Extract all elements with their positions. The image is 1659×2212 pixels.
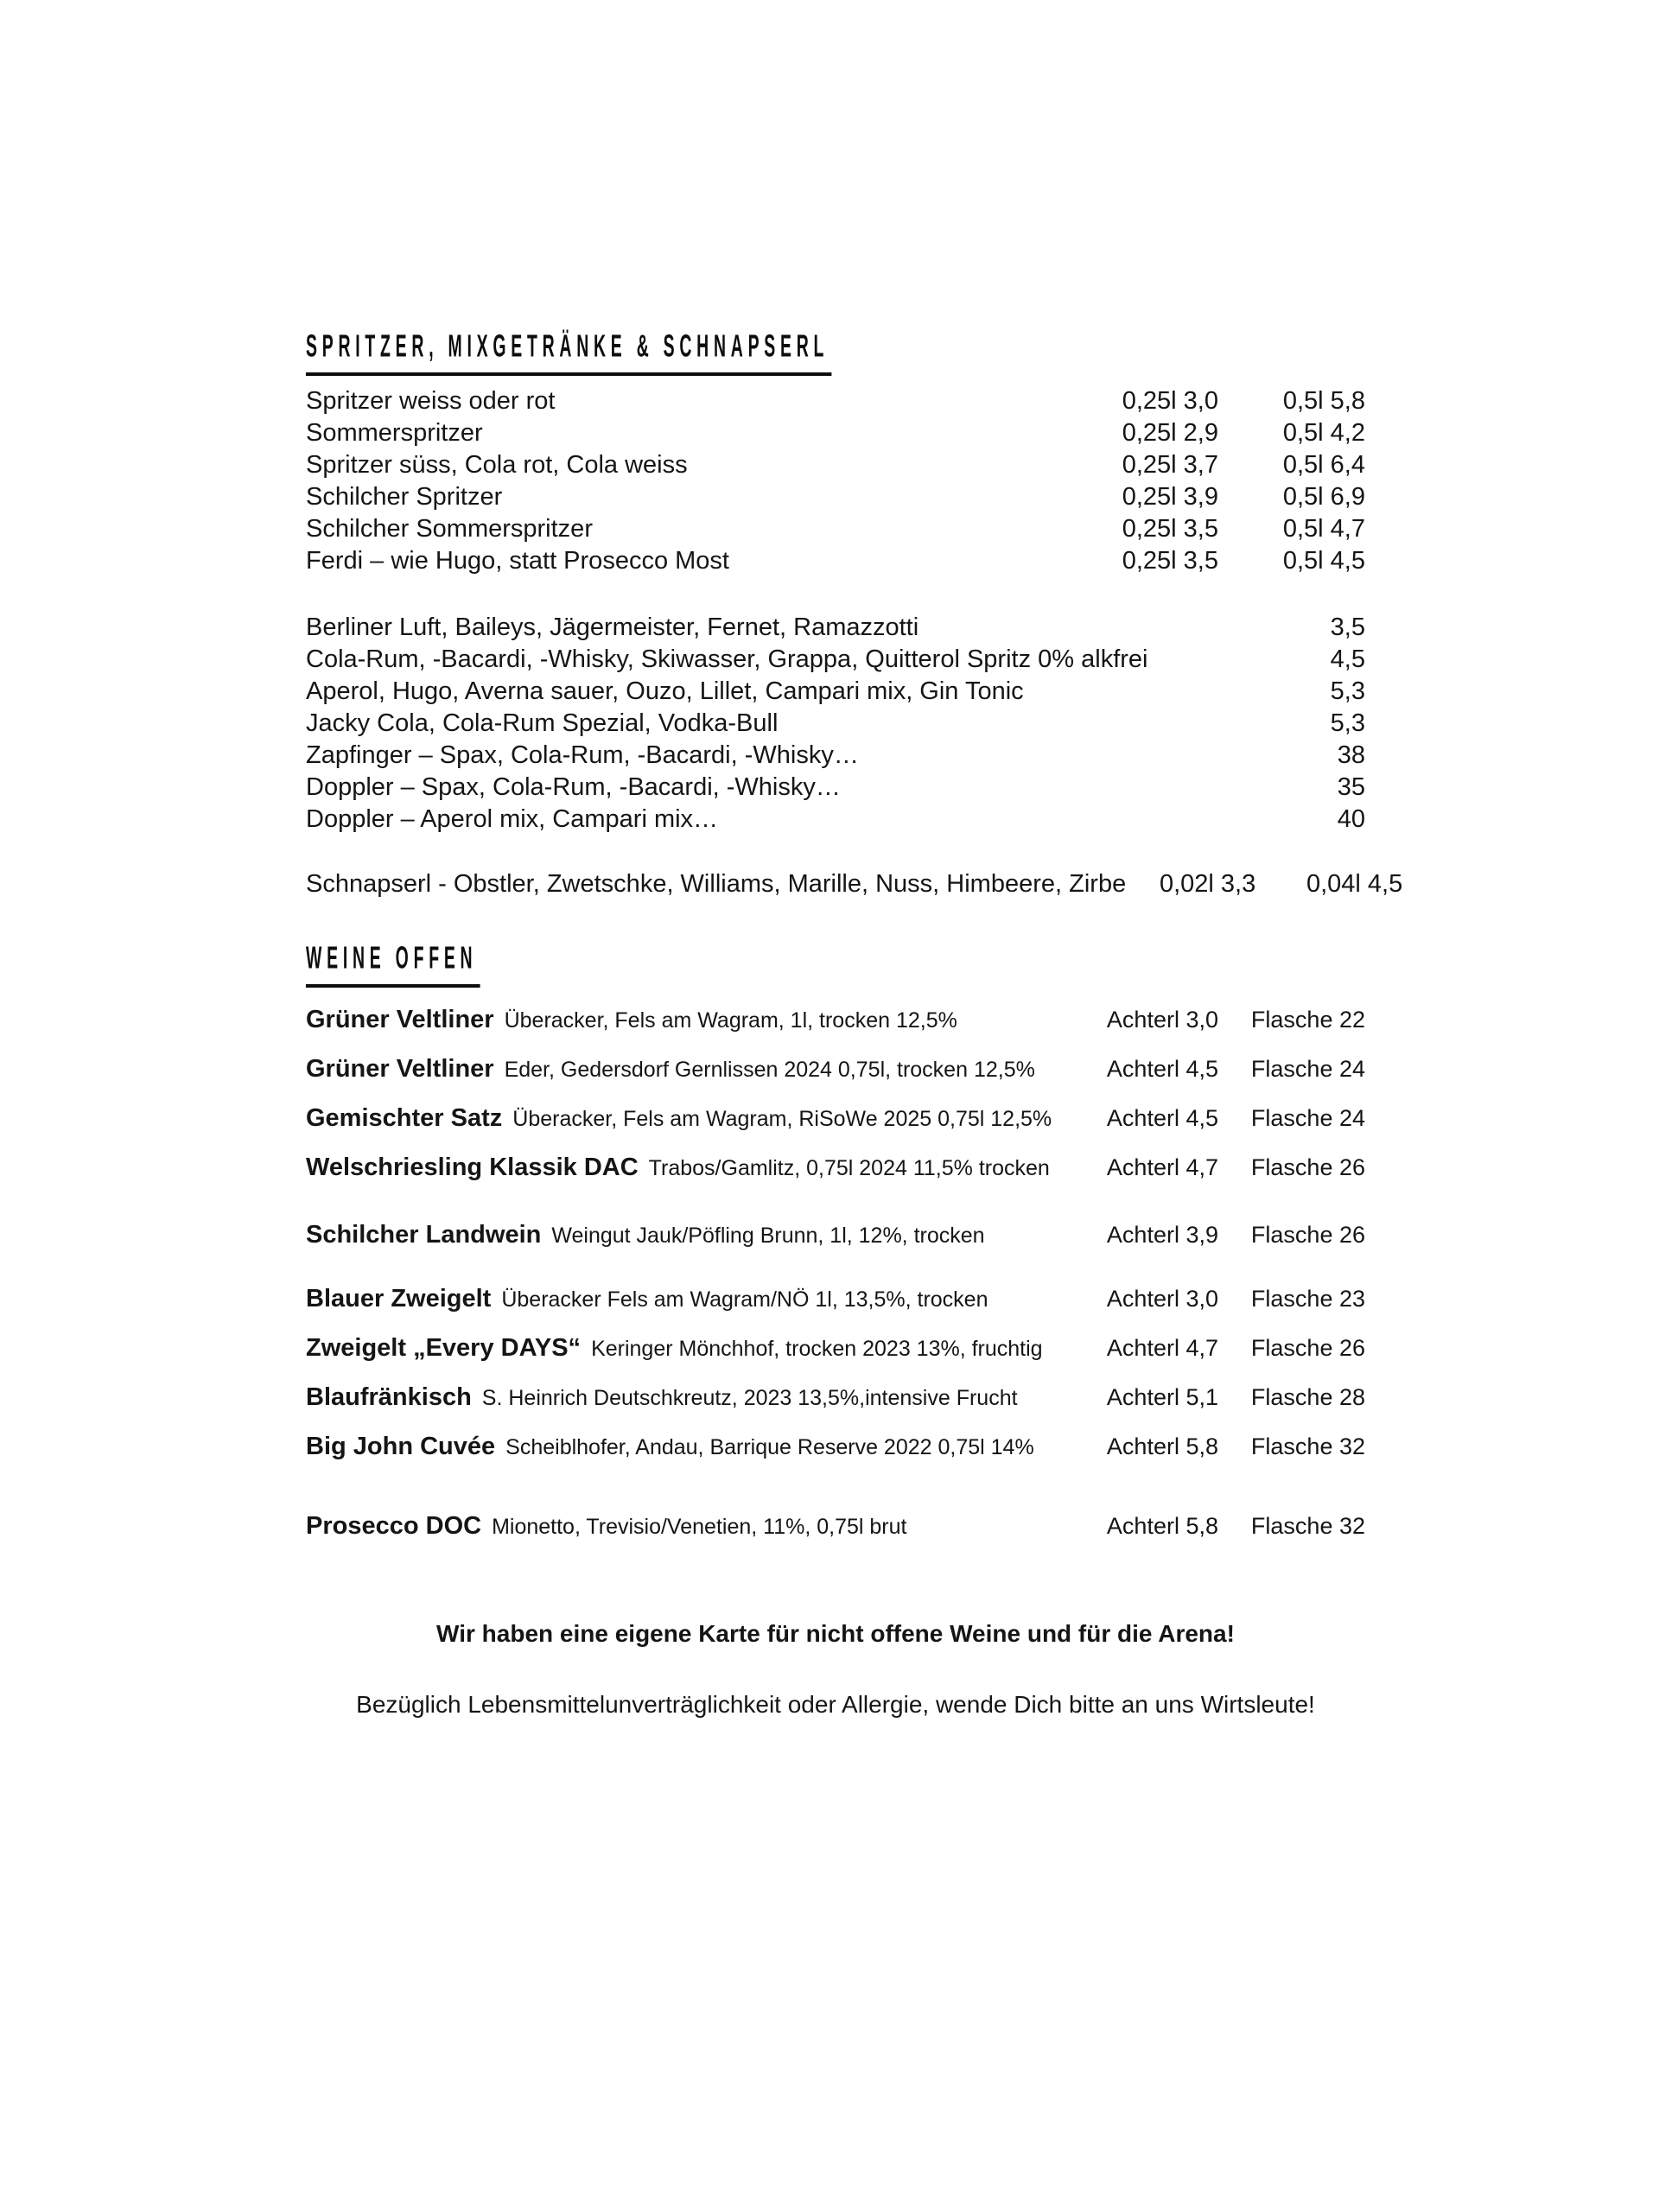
item-price-large: 0,5l 4,2	[1282, 419, 1365, 447]
wine-price-achterl: Achterl 5,8	[1106, 1513, 1218, 1539]
menu-item-row	[306, 644, 1365, 676]
wine-price-flasche: Flasche 24	[1250, 1105, 1365, 1131]
section-header-spritzer	[306, 328, 1365, 375]
wine-row	[306, 1150, 1365, 1185]
item-name: Doppler – Spax, Cola-Rum, -Bacardi, -Whisky…	[306, 773, 841, 801]
menu-content	[306, 328, 1403, 1721]
wine-text	[306, 1150, 1089, 1185]
item-name: Aperol, Hugo, Averna sauer, Ouzo, Lillet, Campari mix, Gin Tonic	[306, 677, 1024, 705]
spritzer-drink-list	[306, 385, 1365, 577]
item-price-small: 0,02l 3,3	[1159, 870, 1256, 898]
section-weine-offen	[306, 940, 1365, 1544]
wine-description: S. Heinrich Deutschkreutz, 2023 13,5%,intensive Frucht	[481, 1386, 1018, 1410]
wine-price-achterl: Achterl 5,8	[1106, 1433, 1218, 1459]
wine-row	[306, 1429, 1365, 1465]
wine-price-achterl: Achterl 4,5	[1106, 1056, 1218, 1082]
menu-item-row	[306, 708, 1365, 740]
item-price-small: 0,25l 3,5	[1122, 547, 1218, 575]
wine-description: Weingut Jauk/Pöfling Brunn, 1l, 12%, trocken	[551, 1224, 985, 1248]
wine-price-flasche: Flasche 28	[1250, 1384, 1365, 1410]
wine-name: Schilcher Landwein	[306, 1221, 542, 1249]
wine-description: Keringer Mönchhof, trocken 2023 13%, fruchtig	[591, 1337, 1043, 1361]
menu-item-row	[306, 772, 1365, 804]
schnapserl-row	[306, 868, 1403, 900]
menu-item-row	[306, 417, 1365, 449]
item-price-small: 0,25l 3,9	[1122, 483, 1218, 511]
menu-item-row	[306, 740, 1365, 772]
menu-item-row	[306, 385, 1365, 417]
menu-item-row	[306, 612, 1365, 644]
wine-description: Eder, Gedersdorf Gernlissen 2024 0,75l, trocken 12,5%	[504, 1058, 1035, 1082]
wine-price-achterl: Achterl 5,1	[1106, 1384, 1218, 1410]
item-price-small: 0,25l 3,7	[1122, 451, 1218, 479]
allergy-note: Bezüglich Lebensmittelunverträglichkeit oder Allergie, wende Dich bitte an uns Wirtsleute!	[356, 1691, 1315, 1718]
wine-name: Grüner Veltliner	[306, 1006, 494, 1033]
wine-price-achterl: Achterl 4,5	[1106, 1105, 1218, 1131]
menu-item-row	[306, 449, 1365, 481]
item-price-small: 0,25l 3,5	[1122, 515, 1218, 543]
wine-price-flasche: Flasche 24	[1250, 1056, 1365, 1082]
wine-text	[306, 1281, 1089, 1317]
wine-description: Überacker Fels am Wagram/NÖ 1l, 13,5%, trocken	[501, 1287, 988, 1312]
item-price-large: 0,5l 6,9	[1282, 483, 1365, 511]
wine-price-flasche: Flasche 23	[1250, 1286, 1365, 1312]
wine-price-achterl: Achterl 4,7	[1106, 1154, 1218, 1180]
section-title-weine: WEINE OFFEN	[306, 940, 480, 988]
wine-row	[306, 1101, 1365, 1136]
item-price-large: 0,5l 4,5	[1282, 547, 1365, 575]
wine-text	[306, 1101, 1089, 1136]
wine-description: Mionetto, Trevisio/Venetien, 11%, 0,75l brut	[492, 1515, 907, 1539]
item-price-large: 0,5l 6,4	[1282, 451, 1365, 479]
wine-description: Scheiblhofer, Andau, Barrique Reserve 2022 0,75l 14%	[505, 1435, 1034, 1459]
wine-row	[306, 1217, 1365, 1253]
item-price-small: 0,25l 2,9	[1122, 419, 1218, 447]
item-name: Spritzer süss, Cola rot, Cola weiss	[306, 451, 688, 479]
item-name: Zapfinger – Spax, Cola-Rum, -Bacardi, -Whisky…	[306, 741, 859, 769]
wine-price-achterl: Achterl 3,9	[1106, 1222, 1218, 1248]
item-price: 4,5	[1330, 645, 1365, 673]
item-name: Jacky Cola, Cola-Rum Spezial, Vodka-Bull	[306, 709, 779, 737]
item-price: 5,3	[1330, 677, 1365, 705]
item-name: Ferdi – wie Hugo, statt Prosecco Most	[306, 547, 729, 575]
item-name: Berliner Luft, Baileys, Jägermeister, Fernet, Ramazzotti	[306, 613, 919, 641]
wine-name: Big John Cuvée	[306, 1433, 496, 1460]
wine-price-flasche: Flasche 32	[1250, 1433, 1365, 1459]
section-title-spritzer: SPRITZER, MIXGETRÄNKE & SCHNAPSERL	[306, 328, 831, 376]
wine-text	[306, 1052, 1089, 1087]
wine-text	[306, 1429, 1089, 1465]
section-header-weine	[306, 940, 1365, 987]
item-name: Schilcher Spritzer	[306, 483, 503, 511]
item-price: 3,5	[1330, 613, 1365, 641]
wine-text	[306, 1217, 1089, 1253]
wine-price-flasche: Flasche 32	[1250, 1513, 1365, 1539]
item-name: Cola-Rum, -Bacardi, -Whisky, Skiwasser, Grappa, Quitterol Spritz 0% alkfrei	[306, 645, 1148, 673]
section-spritzer-mixgetraenke-schnapserl	[306, 328, 1403, 900]
wine-text	[306, 1002, 1089, 1038]
wine-row	[306, 1331, 1365, 1366]
wine-text	[306, 1380, 1089, 1415]
wine-text	[306, 1509, 1089, 1544]
item-name: Doppler – Aperol mix, Campari mix…	[306, 805, 719, 833]
item-name: Sommerspritzer	[306, 419, 483, 447]
wine-price-flasche: Flasche 22	[1250, 1007, 1365, 1033]
wine-row	[306, 1052, 1365, 1087]
wine-row	[306, 1002, 1365, 1038]
wine-name: Blauer Zweigelt	[306, 1285, 492, 1313]
wine-name: Gemischter Satz	[306, 1104, 503, 1132]
wine-card-note: Wir haben eine eigene Karte für nicht offene Weine und für die Arena!	[436, 1620, 1235, 1647]
wine-name: Prosecco DOC	[306, 1512, 482, 1540]
item-price: 38	[1337, 741, 1365, 769]
wine-description: Überacker, Fels am Wagram, RiSoWe 2025 0,75l 12,5%	[512, 1107, 1052, 1131]
item-price-large: 0,04l 4,5	[1306, 870, 1403, 898]
wine-name: Blaufränkisch	[306, 1383, 472, 1411]
wine-price-flasche: Flasche 26	[1250, 1154, 1365, 1180]
menu-item-row	[306, 513, 1365, 545]
wine-list	[306, 1002, 1365, 1544]
wine-row	[306, 1509, 1365, 1544]
item-name: Schnapserl - Obstler, Zwetschke, Williams, Marille, Nuss, Himbeere, Zirbe	[306, 870, 1127, 898]
wine-text	[306, 1331, 1089, 1366]
wine-price-achterl: Achterl 4,7	[1106, 1335, 1218, 1361]
menu-item-row	[306, 676, 1365, 708]
item-price: 5,3	[1330, 709, 1365, 737]
item-price: 35	[1337, 773, 1365, 801]
wine-name: Zweigelt „Every DAYS“	[306, 1334, 582, 1362]
item-price: 40	[1337, 805, 1365, 833]
menu-item-row	[306, 804, 1365, 836]
menu-item-row	[306, 545, 1365, 577]
menu-item-row	[306, 481, 1365, 513]
item-price-small: 0,25l 3,0	[1122, 387, 1218, 415]
shots-and-mixed-list	[306, 612, 1365, 836]
wine-name: Welschriesling Klassik DAC	[306, 1154, 639, 1181]
wine-row	[306, 1380, 1365, 1415]
wine-price-achterl: Achterl 3,0	[1106, 1286, 1218, 1312]
wine-price-achterl: Achterl 3,0	[1106, 1007, 1218, 1033]
wine-description: Überacker, Fels am Wagram, 1l, trocken 12,5%	[504, 1008, 957, 1033]
wine-row	[306, 1281, 1365, 1317]
item-name: Schilcher Sommerspritzer	[306, 515, 593, 543]
wine-price-flasche: Flasche 26	[1250, 1335, 1365, 1361]
item-price-large: 0,5l 4,7	[1282, 515, 1365, 543]
item-name: Spritzer weiss oder rot	[306, 387, 556, 415]
wine-price-flasche: Flasche 26	[1250, 1222, 1365, 1248]
wine-description: Trabos/Gamlitz, 0,75l 2024 11,5% trocken	[648, 1156, 1050, 1180]
wine-name: Grüner Veltliner	[306, 1055, 494, 1083]
item-price-large: 0,5l 5,8	[1282, 387, 1365, 415]
schnapserl-row-wrap	[306, 868, 1403, 900]
